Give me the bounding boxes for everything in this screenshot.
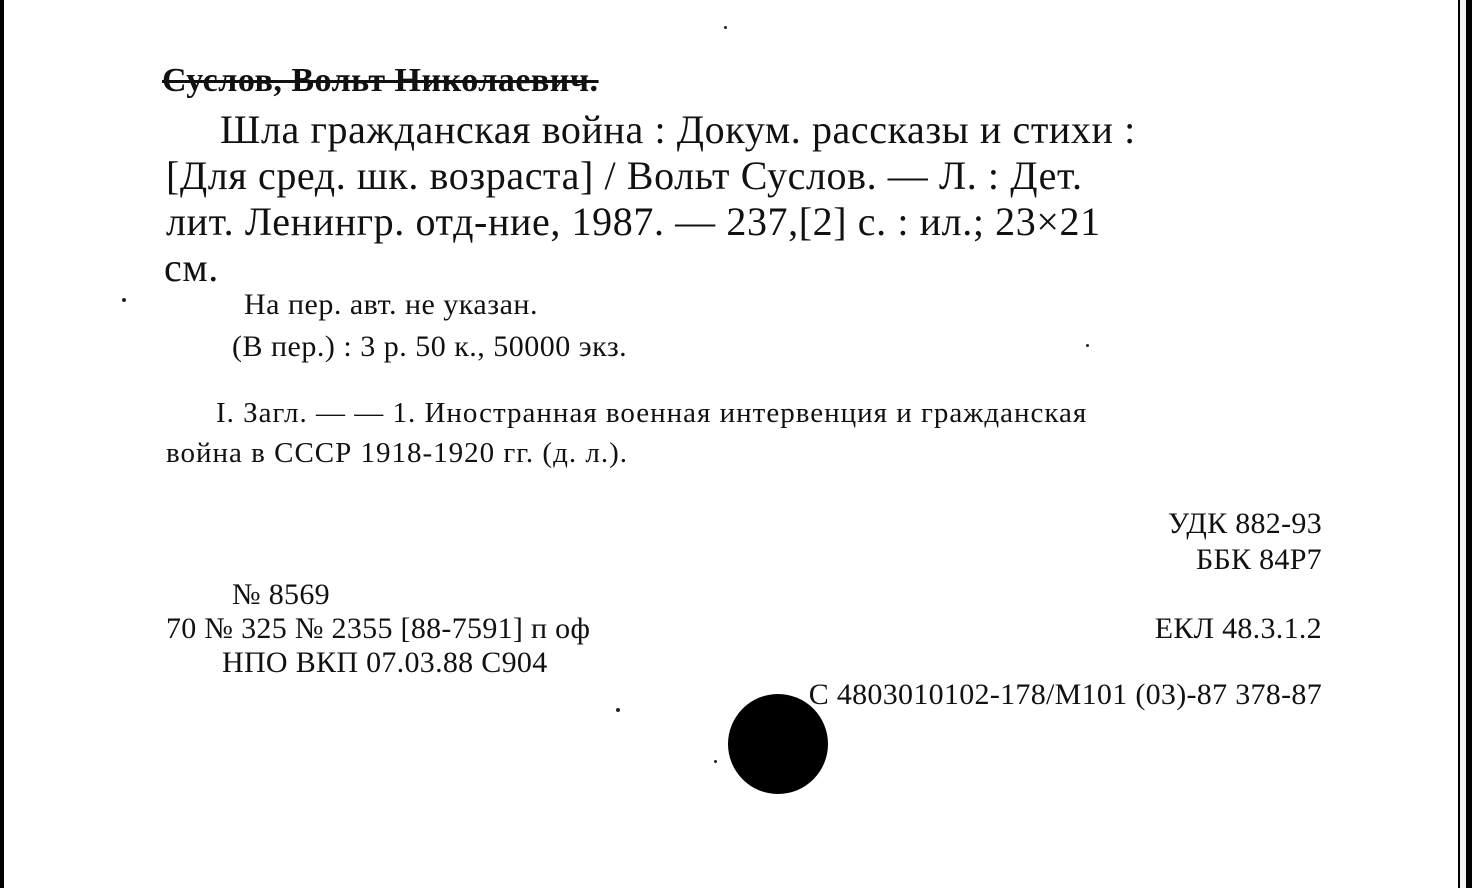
dust-speck [724, 26, 727, 29]
punch-hole [728, 694, 828, 794]
isbn-line: С 4803010102-178/М101 (03)-87 378-87 [808, 678, 1322, 711]
note-line-2: (В пер.) : 3 р. 50 к., 50000 экз. [232, 330, 628, 363]
dust-speck [122, 298, 126, 302]
order-line: 70 № 325 № 2355 [88-7591] п оф [166, 612, 591, 645]
description-line-1: Шла гражданская война : Докум. рассказы и стихи : [220, 107, 1136, 152]
dust-speck [616, 708, 620, 712]
description-line-3: лит. Ленингр. отд-ние, 1987. — 237,[2] с. : ил.; 23×21 [166, 199, 1101, 244]
description-line-2: [Для сред. шк. возраста] / Вольт Суслов. — Л. : Дет. [166, 153, 1083, 198]
subject-line-2: война в СССР 1918-1920 гг. (д. л.). [166, 437, 628, 469]
udk-code: УДК 882-93 [1167, 507, 1322, 540]
author-heading: Суслов, Вольт Николаевич. [162, 62, 599, 99]
catalog-card [4, 0, 1458, 888]
card-edge-highlight [1460, 0, 1466, 888]
description-line-4: см. [164, 245, 219, 290]
ekl-code: ЕКЛ 48.3.1.2 [1154, 612, 1322, 645]
subject-line-1: I. Загл. — — 1. Иностранная военная интервенция и гражданская [216, 397, 1088, 429]
card-number: № 8569 [232, 578, 330, 611]
dust-speck [1086, 344, 1089, 347]
bbk-code: ББК 84Р7 [1195, 543, 1322, 576]
npo-line: НПО ВКП 07.03.88 С904 [222, 646, 548, 679]
dust-speck [714, 760, 717, 763]
note-line-1: На пер. авт. не указан. [244, 288, 538, 321]
